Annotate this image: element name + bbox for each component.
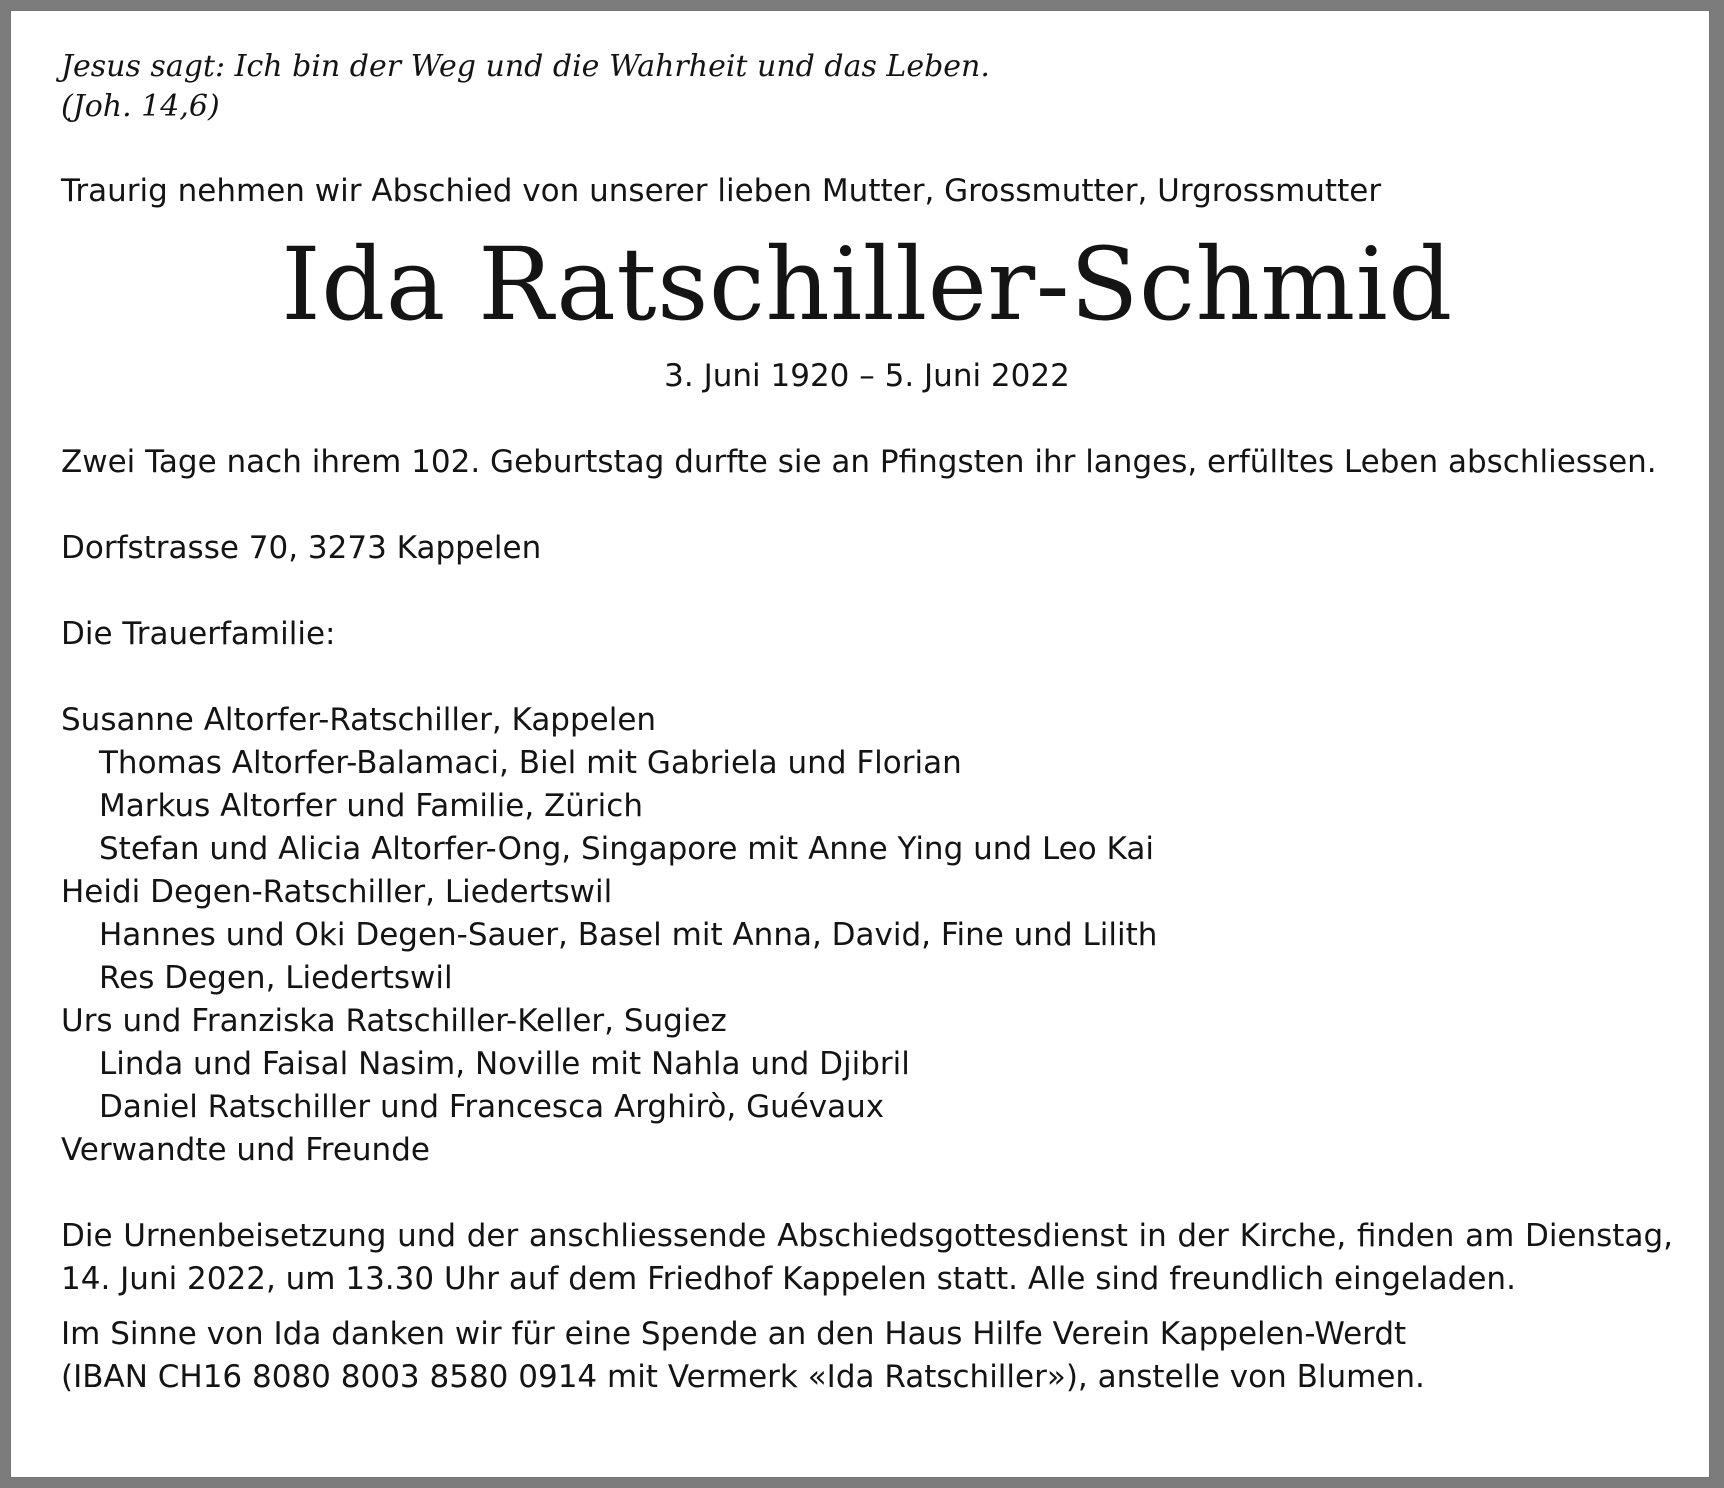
family-member: Hannes und Oki Degen-Sauer, Basel mit Anna, David, Fine und Lilith [99, 917, 1158, 953]
verse-line: Jesus sagt: Ich bin der Weg und die Wahrheit und das Leben. [61, 49, 990, 84]
family-member: Res Degen, Liedertswil [99, 960, 453, 996]
family-member: Thomas Altorfer-Balamaci, Biel mit Gabriela und Florian [99, 745, 962, 781]
family-member: Heidi Degen-Ratschiller, Liedertswil [61, 874, 613, 910]
address-text: Dorfstrasse 70, 3273 Kappelen [61, 530, 542, 566]
family-member: Stefan und Alicia Altorfer-Ong, Singapore mit Anne Ying und Leo Kai [99, 831, 1154, 867]
donation-line: Im Sinne von Ida danken wir für eine Spende an den Haus Hilfe Verein Kappelen-Werdt [61, 1316, 1407, 1352]
message-text: Zwei Tage nach ihrem 102. Geburtstag durfte sie an Pfingsten ihr langes, erfülltes Leben abschliessen. [61, 444, 1657, 480]
family-list [61, 699, 1673, 1172]
intro-text: Traurig nehmen wir Abschied von unserer lieben Mutter, Grossmutter, Urgrossmutter [61, 173, 1382, 209]
deceased-name: Ida Ratschiller-Schmid [281, 226, 1453, 343]
life-dates: 3. Juni 1920 – 5. Juni 2022 [664, 358, 1070, 394]
donation-info [61, 1313, 1673, 1399]
obituary-notice [61, 47, 1673, 1399]
family-heading: Die Trauerfamilie: [61, 616, 336, 652]
donation-iban-line: (IBAN CH16 8080 8003 8580 0914 mit Vermerk «Ida Ratschiller»), anstelle von Blumen. [61, 1359, 1425, 1395]
family-member: Urs und Franziska Ratschiller-Keller, Sugiez [61, 1003, 727, 1039]
family-member: Verwandte und Freunde [61, 1132, 430, 1168]
bible-verse [61, 47, 1673, 127]
service-info: Die Urnenbeisetzung und der anschliessende Abschiedsgottesdienst in der Kirche, finden am Dienstag, 14. Juni 2022, um 13.30 Uhr auf dem Friedhof Kappelen statt. Alle sind freundlich eingeladen. [61, 1218, 1673, 1297]
document-page [11, 11, 1709, 1477]
family-member: Daniel Ratschiller und Francesca Arghirò, Guévaux [99, 1089, 885, 1125]
verse-reference: (Joh. 14,6) [61, 89, 220, 124]
family-member: Linda und Faisal Nasim, Noville mit Nahla und Djibril [99, 1046, 910, 1082]
family-member: Susanne Altorfer-Ratschiller, Kappelen [61, 702, 657, 738]
family-member: Markus Altorfer und Familie, Zürich [99, 788, 643, 824]
